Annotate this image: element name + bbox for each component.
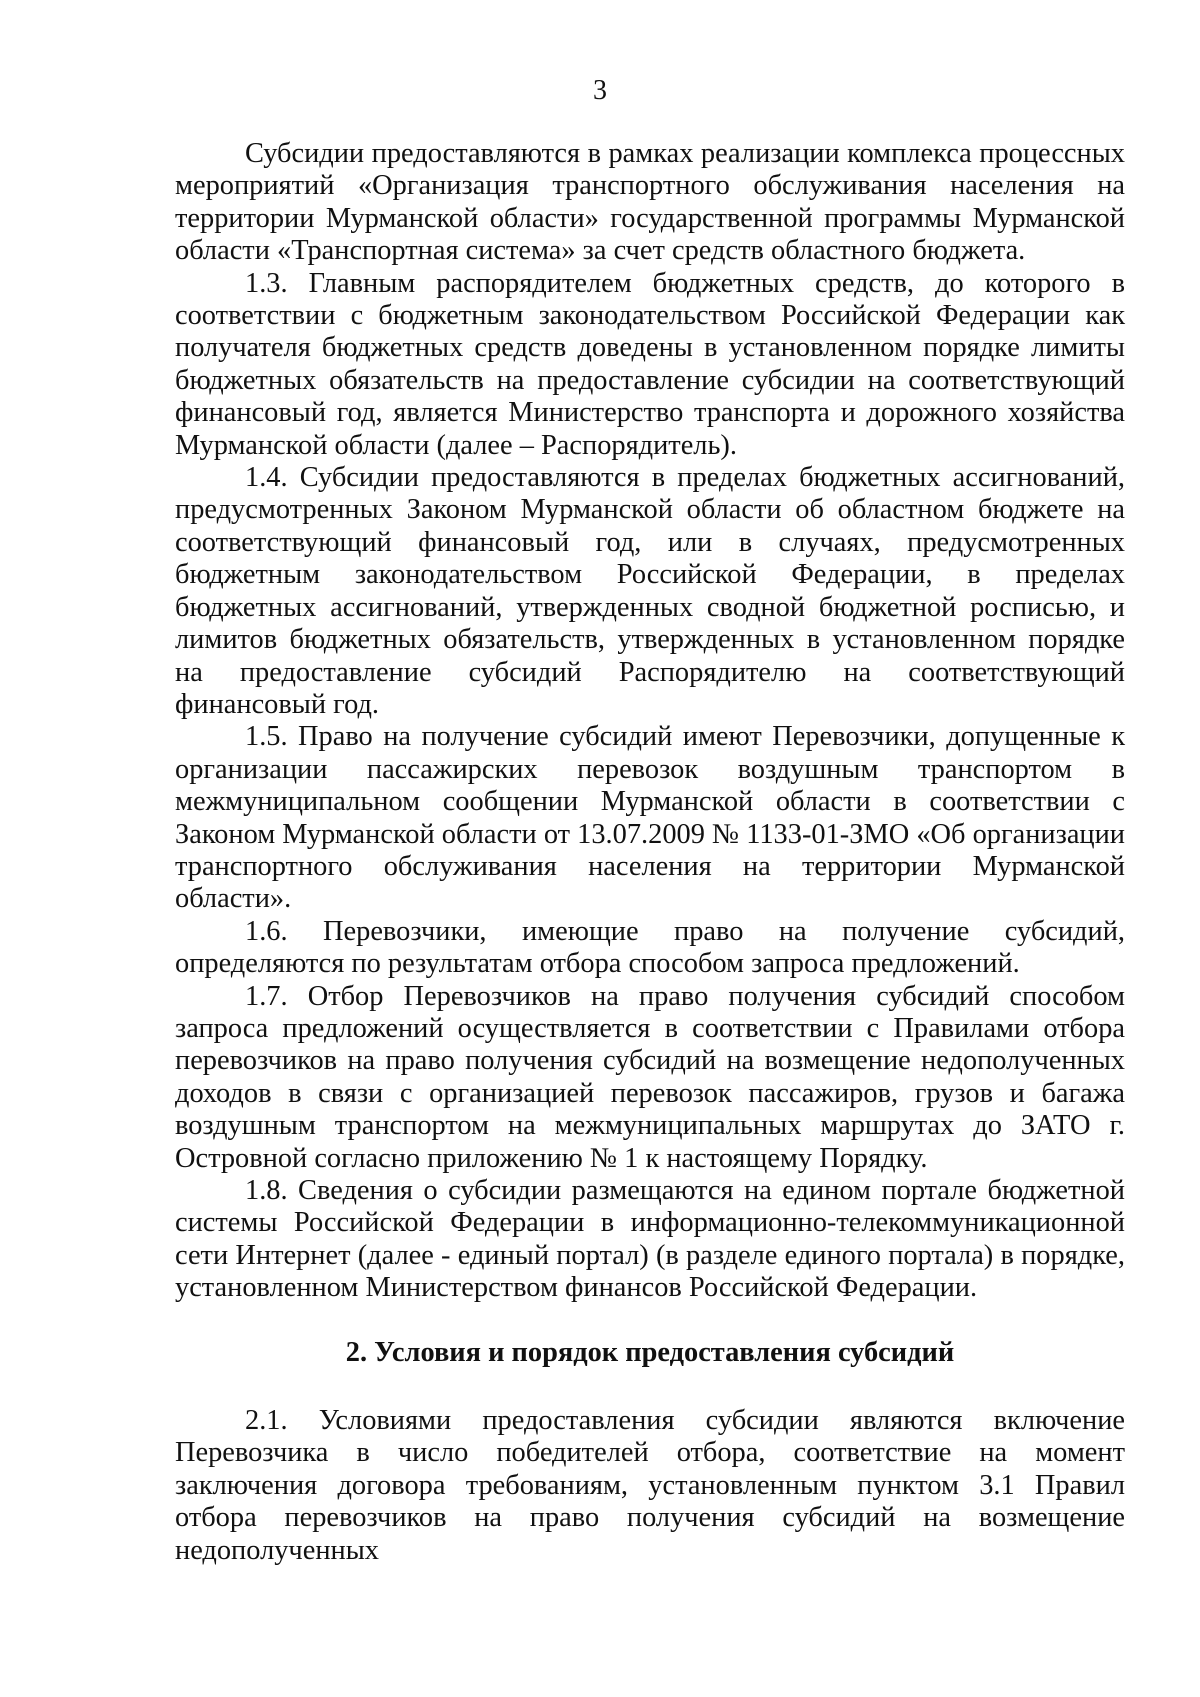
paragraph-1-3: 1.3. Главным распорядителем бюджетных средств, до которого в соответствии с бюджетным законодательством Российской Федерации как получателя бюджетных средств доведены в установленном порядке лимиты бюджетных обязательств на предоставление субсидии на соответствующий финансовый год, является Министерство транспорта и дорожного хозяйства Мурманской области (далее – Распорядитель). bbox=[175, 267, 1125, 461]
paragraph-1-8: 1.8. Сведения о субсидии размещаются на едином портале бюджетной системы Российской Федерации в информационно-телекоммуникационной сети Интернет (далее - единый портал) (в разделе единого портала) в порядке, установленном Министерством финансов Российской Федерации. bbox=[175, 1175, 1125, 1304]
document-body bbox=[175, 138, 1125, 1567]
paragraph-intro: Субсидии предоставляются в рамках реализации комплекса процессных мероприятий «Организация транспортного обслуживания населения на территории Мурманской области» государственной программы Мурманской области «Транспортная система» за счет средств областного бюджета. bbox=[175, 138, 1125, 267]
paragraph-1-5: 1.5. Право на получение субсидий имеют Перевозчики, допущенные к организации пассажирских перевозок воздушным транспортом в межмуниципальном сообщении Мурманской области в соответствии с Законом Мурманской области от 13.07.2009 № 1133-01-ЗМО «Об организации транспортного обслуживания населения на территории Мурманской области». bbox=[175, 721, 1125, 915]
paragraph-2-1: 2.1. Условиями предоставления субсидии являются включение Перевозчика в число победителей отбора, соответствие на момент заключения договора требованиям, установленным пунктом 3.1 Правил отбора перевозчиков на право получения субсидий на возмещение недополученных bbox=[175, 1405, 1125, 1566]
paragraph-1-7: 1.7. Отбор Перевозчиков на право получения субсидий способом запроса предложений осуществляется в соответствии с Правилами отбора перевозчиков на право получения субсидий на возмещение недополученных доходов в связи с организацией перевозок пассажиров, грузов и багажа воздушным транспортом на межмуниципальных маршрутах до ЗАТО г. Островной согласно приложению № 1 к настоящему Порядку. bbox=[175, 980, 1125, 1174]
paragraph-1-4: 1.4. Субсидии предоставляются в пределах бюджетных ассигнований, предусмотренных Законом Мурманской области об областном бюджете на соответствующий финансовый год, или в случаях, предусмотренных бюджетным законодательством Российской Федерации, в пределах бюджетных ассигнований, утвержденных сводной бюджетной росписью, и лимитов бюджетных обязательств, утвержденных в установленном порядке на предоставление субсидий Распорядителю на соответствующий финансовый год. bbox=[175, 462, 1125, 720]
section-heading: 2. Условия и порядок предоставления субсидий bbox=[345, 1336, 955, 1368]
paragraph-1-6: 1.6. Перевозчики, имеющие право на получение субсидий, определяются по результатам отбора способом запроса предложений. bbox=[175, 915, 1125, 980]
page-number: 3 bbox=[593, 75, 607, 106]
